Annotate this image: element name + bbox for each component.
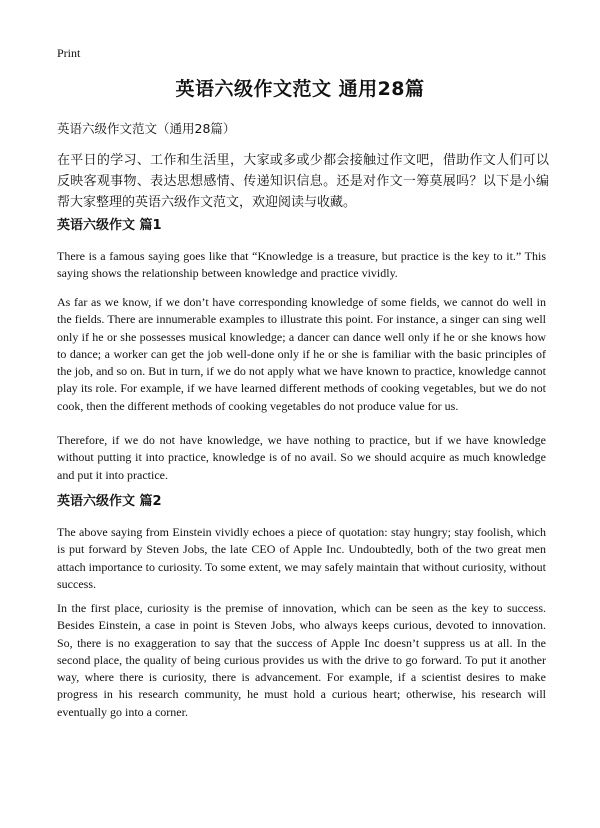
document-title: 英语六级作文范文 通用28篇	[175, 78, 425, 100]
section-1-paragraph-3: Therefore, if we do not have knowledge, we have nothing to practice, but if we have knowledge without putting it into practice, knowledge is of no avail. So we should acquire as much knowledge and put it into practice.	[57, 433, 546, 482]
print-label: Print	[57, 46, 81, 60]
section-heading-1: 英语六级作文 篇1	[57, 218, 162, 233]
section-2-paragraph-2: In the first place, curiosity is the premise of innovation, which can be seen as the key to success. Besides Einstein, a case in point is Steven Jobs, who always keeps curious, devoted to innovation. So, there is no exaggeration to say that the success of Apple Inc doesn’t suppress us at all. In the second place, the quality of being curious provides us with the drive to go forward. To put it another way, where there is curiosity, there is advancement. For example, if a scientist desires to make progress in his research community, he must hold a curious heart; otherwise, his research will eventually go into a corner.	[57, 601, 546, 719]
section-2-paragraph-1: The above saying from Einstein vividly echoes a piece of quotation: stay hungry; stay foolish, which is put forward by Steven Jobs, the late CEO of Apple Inc. Undoubtedly, both of the two great men attach importance to curiosity. To some extent, we may safely maintain that without curiosity, without success.	[57, 525, 546, 591]
section-1-paragraph-1: There is a famous saying goes like that “Knowledge is a treasure, but practice is the key to it.” This saying shows the relationship between knowledge and practice vividly.	[57, 249, 546, 281]
document-subtitle: 英语六级作文范文（通用28篇）	[57, 121, 236, 136]
section-1-paragraph-2: As far as we know, if we don’t have corresponding knowledge of some fields, we cannot do well in the fields. There are innumerable examples to illustrate this point. For instance, a singer can sing well only if he or she possesses musical knowledge; a dancer can dance well only if he or she knows how to dance; a worker can get the job well-done only if he or she is familiar with the basic principles of the job, and so on. But in turn, if we do not apply what we have known to practice, knowledge cannot play its role. For example, if we have learned different methods of cooking vegetables, but we do not cook, then the different methods of cooking vegetables do not produce value for us.	[57, 295, 546, 413]
intro-paragraph: 在平日的学习、工作和生活里，大家或多或少都会接触过作文吧，借助作文人们可以反映客观事物、表达思想感情、传递知识信息。还是对作文一筹莫展吗？以下是小编帮大家整理的英语六级作文范文，欢迎阅读与收藏。	[57, 153, 549, 210]
section-heading-2: 英语六级作文 篇2	[57, 494, 162, 509]
